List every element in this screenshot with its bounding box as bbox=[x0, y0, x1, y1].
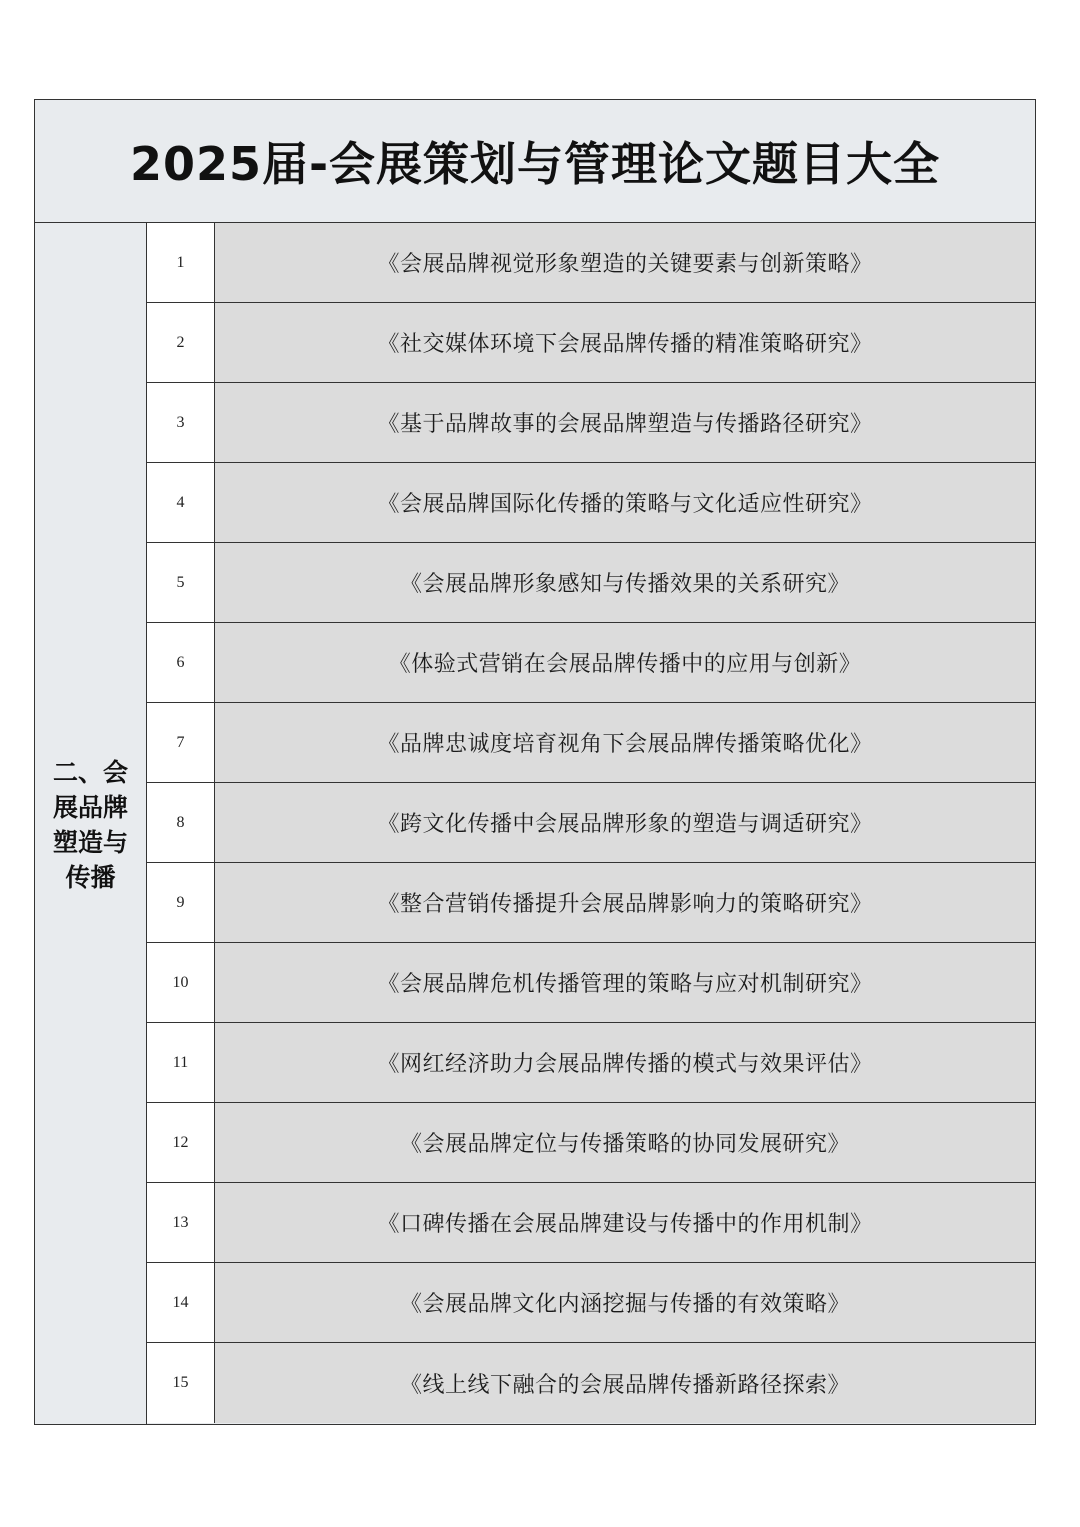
table-row bbox=[147, 1023, 1035, 1103]
page-title: 2025届-会展策划与管理论文题目大全 bbox=[35, 100, 1035, 223]
row-number: 13 bbox=[147, 1183, 215, 1262]
table-row bbox=[147, 623, 1035, 703]
thesis-topic: 《体验式营销在会展品牌传播中的应用与创新》 bbox=[215, 623, 1035, 702]
table-row bbox=[147, 1183, 1035, 1263]
topic-rows bbox=[147, 223, 1035, 1424]
thesis-topic: 《跨文化传播中会展品牌形象的塑造与调适研究》 bbox=[215, 783, 1035, 862]
row-number: 3 bbox=[147, 383, 215, 462]
table-row bbox=[147, 863, 1035, 943]
row-number: 10 bbox=[147, 943, 215, 1022]
table-row bbox=[147, 943, 1035, 1023]
thesis-topic: 《会展品牌形象感知与传播效果的关系研究》 bbox=[215, 543, 1035, 622]
table-row bbox=[147, 1343, 1035, 1423]
thesis-topic: 《社交媒体环境下会展品牌传播的精准策略研究》 bbox=[215, 303, 1035, 382]
table-row bbox=[147, 783, 1035, 863]
thesis-topic: 《线上线下融合的会展品牌传播新路径探索》 bbox=[215, 1343, 1035, 1423]
row-number: 2 bbox=[147, 303, 215, 382]
table-row bbox=[147, 303, 1035, 383]
thesis-topic: 《会展品牌文化内涵挖掘与传播的有效策略》 bbox=[215, 1263, 1035, 1342]
thesis-topic: 《会展品牌危机传播管理的策略与应对机制研究》 bbox=[215, 943, 1035, 1022]
table-row bbox=[147, 543, 1035, 623]
row-number: 5 bbox=[147, 543, 215, 622]
table-row bbox=[147, 1263, 1035, 1343]
thesis-topic: 《网红经济助力会展品牌传播的模式与效果评估》 bbox=[215, 1023, 1035, 1102]
row-number: 9 bbox=[147, 863, 215, 942]
thesis-topic: 《会展品牌视觉形象塑造的关键要素与创新策略》 bbox=[215, 223, 1035, 302]
topics-table bbox=[34, 99, 1036, 1425]
table-row bbox=[147, 223, 1035, 303]
table-row bbox=[147, 1103, 1035, 1183]
thesis-topic: 《整合营销传播提升会展品牌影响力的策略研究》 bbox=[215, 863, 1035, 942]
row-number: 8 bbox=[147, 783, 215, 862]
thesis-topic: 《会展品牌定位与传播策略的协同发展研究》 bbox=[215, 1103, 1035, 1182]
row-number: 4 bbox=[147, 463, 215, 542]
row-number: 1 bbox=[147, 223, 215, 302]
row-number: 15 bbox=[147, 1343, 215, 1423]
category-cell bbox=[35, 223, 147, 1424]
row-number: 6 bbox=[147, 623, 215, 702]
table-row bbox=[147, 383, 1035, 463]
row-number: 12 bbox=[147, 1103, 215, 1182]
table-row bbox=[147, 463, 1035, 543]
thesis-topic: 《口碑传播在会展品牌建设与传播中的作用机制》 bbox=[215, 1183, 1035, 1262]
row-number: 14 bbox=[147, 1263, 215, 1342]
thesis-topic: 《基于品牌故事的会展品牌塑造与传播路径研究》 bbox=[215, 383, 1035, 462]
thesis-topic: 《品牌忠诚度培育视角下会展品牌传播策略优化》 bbox=[215, 703, 1035, 782]
table-row bbox=[147, 703, 1035, 783]
row-number: 7 bbox=[147, 703, 215, 782]
row-number: 11 bbox=[147, 1023, 215, 1102]
thesis-topic: 《会展品牌国际化传播的策略与文化适应性研究》 bbox=[215, 463, 1035, 542]
category-label: 二、会展品牌塑造与传播 bbox=[52, 757, 128, 892]
